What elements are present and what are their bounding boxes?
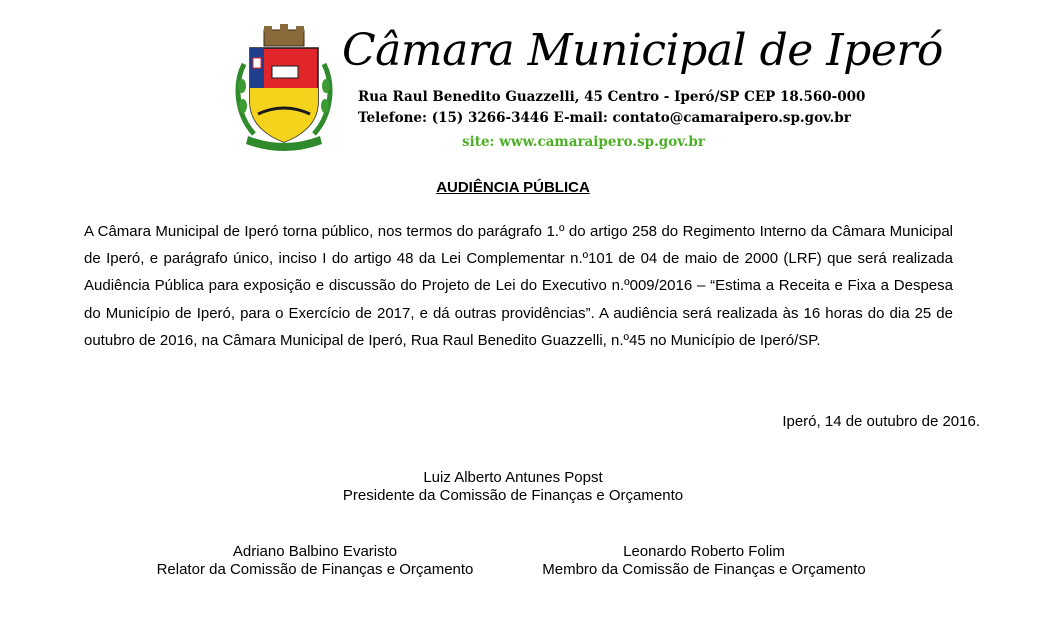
signatory-role: Relator da Comissão de Finanças e Orçamento [156, 561, 474, 578]
signatory-name: Luiz Alberto Antunes Popst [423, 469, 603, 486]
municipal-coat-of-arms-logo [234, 24, 334, 152]
organization-name: Câmara Municipal de Iperó [342, 25, 943, 76]
document-title: AUDIÊNCIA PÚBLICA [436, 179, 590, 196]
signatory-role: Presidente da Comissão de Finanças e Orçamento [342, 487, 684, 504]
signature-block-president [313, 469, 713, 505]
signatory-name: Adriano Balbino Evaristo [232, 543, 398, 560]
signature-block-member [509, 543, 899, 579]
place-and-date: Iperó, 14 de outubro de 2016. [782, 413, 980, 430]
signatory-role: Membro da Comissão de Finanças e Orçamento [542, 561, 866, 578]
website-line: site: www.camaraipero.sp.gov.br [462, 134, 705, 150]
notice-body: A Câmara Municipal de Iperó torna público, nos termos do parágrafo 1.º do artigo 258 do Regimento Interno da Câmara Municipal de Iperó, e parágrafo único, inciso I do artigo 48 da Lei Complementar n.º101 de 04 de maio de 2000 (LRF) que será realizada Audiência Pública para exposição e discussão do Projeto de Lei do Executivo n.º009/2016 – “Estima a Receita e Fixa a Despesa do Município de Iperó, para o Exercício de 2017, e dá outras providências”. A audiência será realizada às 16 horas do dia 25 de outubro de 2016, na Câmara Municipal de Iperó, Rua Raul Benedito Guazzelli, n.º45 no Município de Iperó/SP. [84, 223, 953, 349]
contact-line: Telefone: (15) 3266-3446 E-mail: contato@camaraipero.sp.gov.br [358, 110, 851, 126]
signature-block-rapporteur [115, 543, 515, 579]
signatory-name: Leonardo Roberto Folim [623, 543, 785, 560]
address-line: Rua Raul Benedito Guazzelli, 45 Centro - Iperó/SP CEP 18.560-000 [358, 89, 866, 105]
letterhead [234, 20, 943, 155]
